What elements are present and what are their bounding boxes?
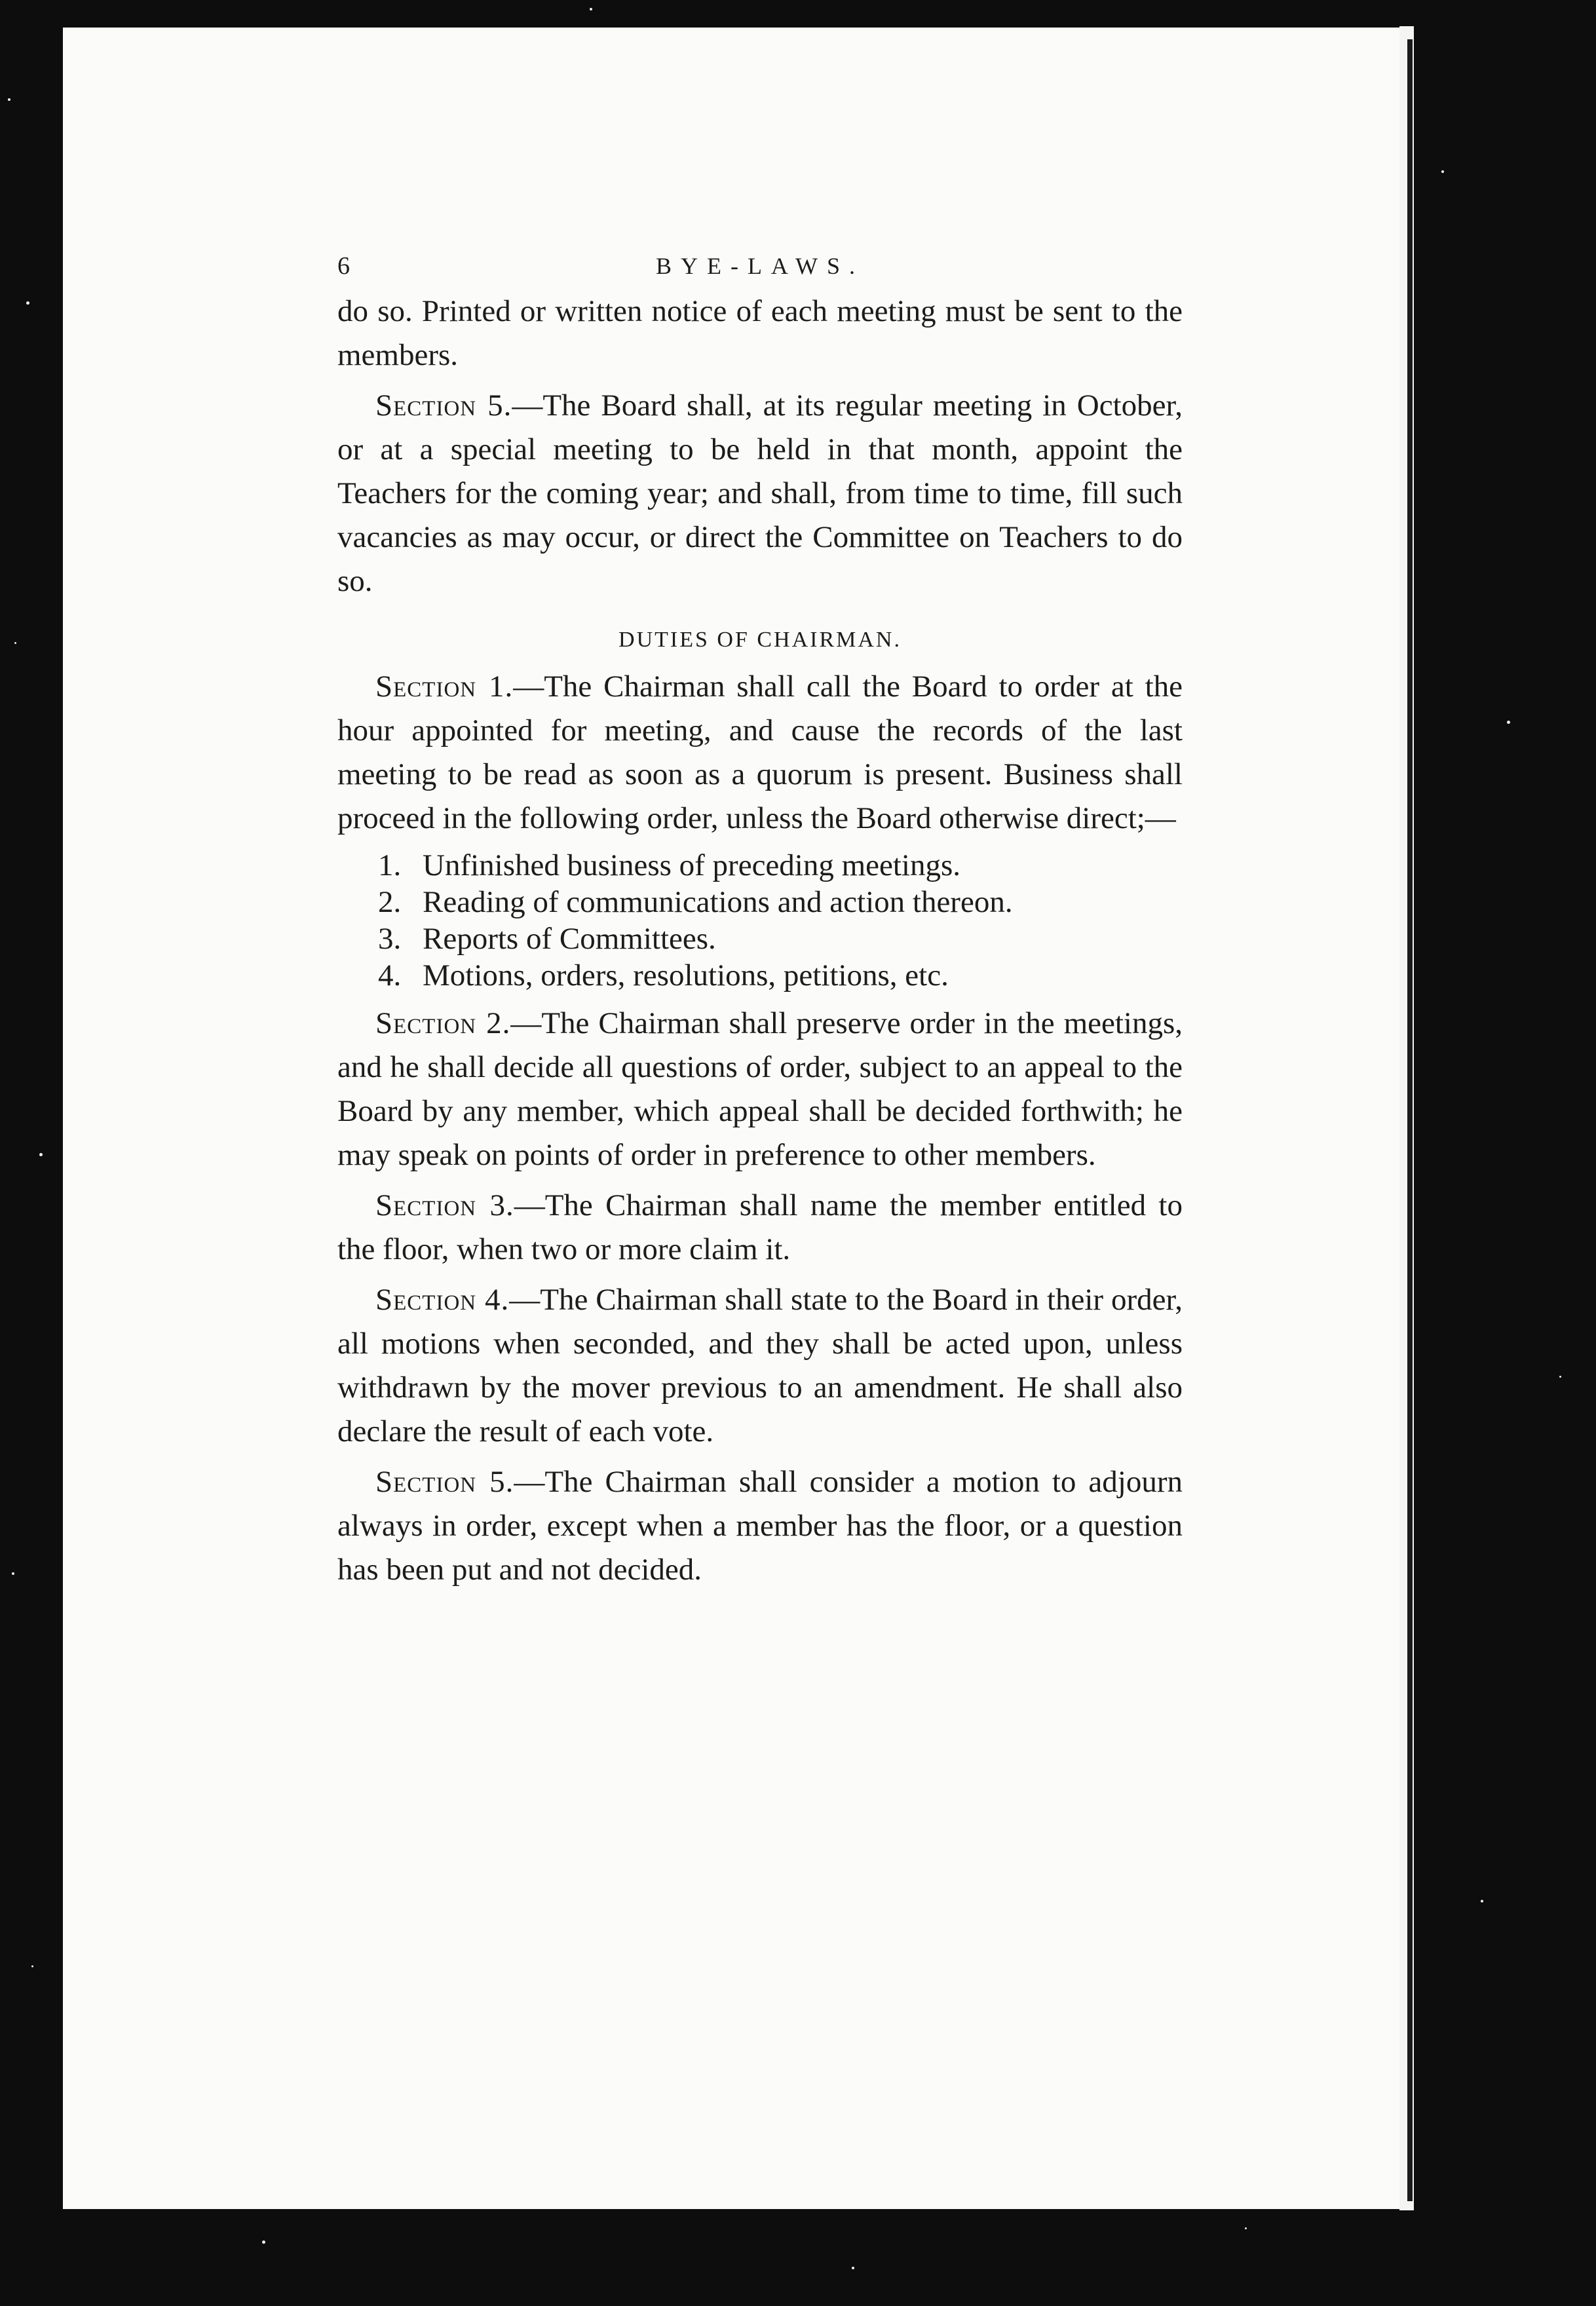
section-text: —The Chairman shall call the Board to order at the hour appointed for meeting, and cause the records of the last meeting to be read as soon as a quorum is present. Business shall proceed in the following order, unless the Board otherwise direct;— <box>337 670 1183 835</box>
list-item-text: Reports of Committees. <box>423 922 716 956</box>
chairman-section-5 <box>337 1460 1183 1592</box>
list-item-text: Reading of communications and action thereon. <box>423 885 1013 919</box>
section-label: Section 5. <box>375 1465 514 1499</box>
section-label: Section 1. <box>375 670 514 704</box>
running-title: BYE-LAWS. <box>655 253 865 279</box>
page-number: 6 <box>337 252 350 280</box>
section-label: Section 4. <box>375 1283 510 1317</box>
order-of-business-list <box>337 847 1183 994</box>
chairman-section-2 <box>337 1002 1183 1177</box>
section-label: Section 5. <box>375 388 512 423</box>
page-content <box>337 242 1183 1592</box>
list-item <box>378 957 1183 994</box>
running-header <box>337 242 1183 290</box>
section-label: Section 2. <box>375 1006 511 1040</box>
section-text: —The Board shall, at its regular meeting in October, or at a special meeting to be held in that month, appoint the Teachers for the coming year; and shall, from time to time, fill such vacancies as may occur, or direct the Committee on Teachers to do so. <box>337 388 1183 598</box>
chairman-section-1 <box>337 665 1183 841</box>
list-item-text: Unfinished business of preceding meetings. <box>423 848 961 882</box>
list-item <box>378 847 1183 884</box>
list-item-number: 4. <box>378 958 402 992</box>
list-item <box>378 884 1183 920</box>
list-item <box>378 920 1183 957</box>
duties-of-chairman-heading: DUTIES OF CHAIRMAN. <box>618 628 902 652</box>
section-text: —The Chairman shall state to the Board in their order, all motions when seconded, and they shall be acted upon, unless withdrawn by the mover previous to an amendment. He shall also declare the result of each vote. <box>337 1283 1183 1448</box>
section-label: Section 3. <box>375 1188 514 1222</box>
list-item-text: Motions, orders, resolutions, petitions, etc. <box>423 958 949 992</box>
board-section-5 <box>337 384 1183 603</box>
page-fold-shadow <box>1407 39 1413 2201</box>
chairman-section-3 <box>337 1184 1183 1272</box>
opening-paragraph: do so. Printed or written notice of each meeting must be sent to the members. <box>337 294 1183 372</box>
list-item-number: 3. <box>378 922 402 956</box>
list-item-number: 2. <box>378 885 402 919</box>
section-text: —The Chairman shall name the member entitled to the floor, when two or more claim it. <box>337 1188 1183 1266</box>
section-text: —The Chairman shall consider a motion to adjourn always in order, except when a member has the floor, or a question has been put and not decided. <box>337 1465 1183 1587</box>
chairman-section-4 <box>337 1278 1183 1454</box>
list-item-number: 1. <box>378 848 402 882</box>
section-text: —The Chairman shall preserve order in the meetings, and he shall decide all questions of order, subject to an appeal to the Board by any member, which appeal shall be decided forthwith; he may speak on points of order in preference to other members. <box>337 1006 1183 1172</box>
